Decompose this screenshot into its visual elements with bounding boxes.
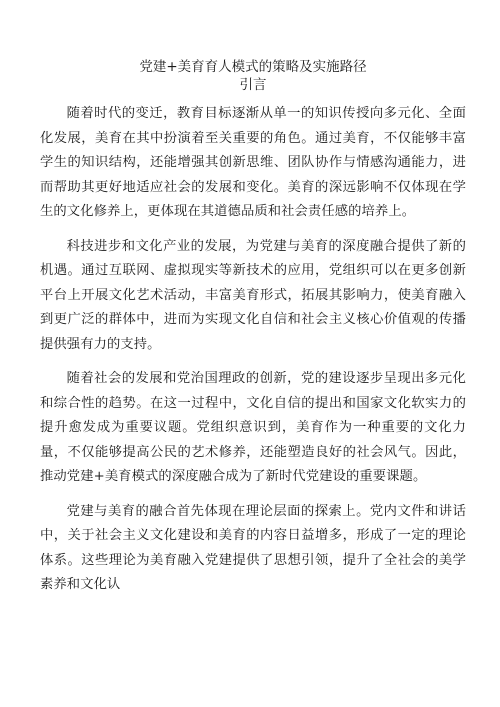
document-page bbox=[40, 58, 466, 608]
paragraph-1: 随着时代的变迁，教育目标逐渐从单一的知识传授向多元化、全面化发展，美育在其中扮演着至关重要的角色。通过美育，不仅能够丰富学生的知识结构，还能增强其创新思维、团队协作与情感沟通能力，进而帮助其更好地适应社会的发展和变化。美育的深远影响不仅体现在学生的文化修养上，更体现在其道德品质和社会责任感的培养上。 bbox=[40, 106, 466, 219]
section-heading-intro: 引言 bbox=[239, 77, 267, 93]
paragraph-4: 党建与美育的融合首先体现在理论层面的探索上。党内文件和讲话中，关于社会主义文化建设和美育的内容日益增多，形成了一定的理论体系。这些理论为美育融入党建提供了思想引领，提升了全社会的美学素养和文化认 bbox=[40, 503, 466, 592]
paragraph-2: 科技进步和文化产业的发展，为党建与美育的深度融合提供了新的机遇。通过互联网、虚拟现实等新技术的应用，党组织可以在更多创新平台上开展文化艺术活动，丰富美育形式，拓展其影响力，使美育融入到更广泛的群体中，进而为实现文化自信和社会主义核心价值观的传播提供强有力的支持。 bbox=[40, 238, 466, 352]
paragraph-3: 随着社会的发展和党治国理政的创新，党的建设逐步呈现出多元化和综合性的趋势。在这一过程中，文化自信的提出和国家文化软实力的提升愈发成为重要议题。党组织意识到，美育作为一种重要的文化力量，不仅能够提高公民的艺术修养，还能塑造良好的社会风气。因此，推动党建+美育模式的深度融合成为了新时代党建设的重要课题。 bbox=[40, 371, 466, 484]
document-title: 党建+美育育人模式的策略及实施路径 bbox=[139, 59, 367, 75]
